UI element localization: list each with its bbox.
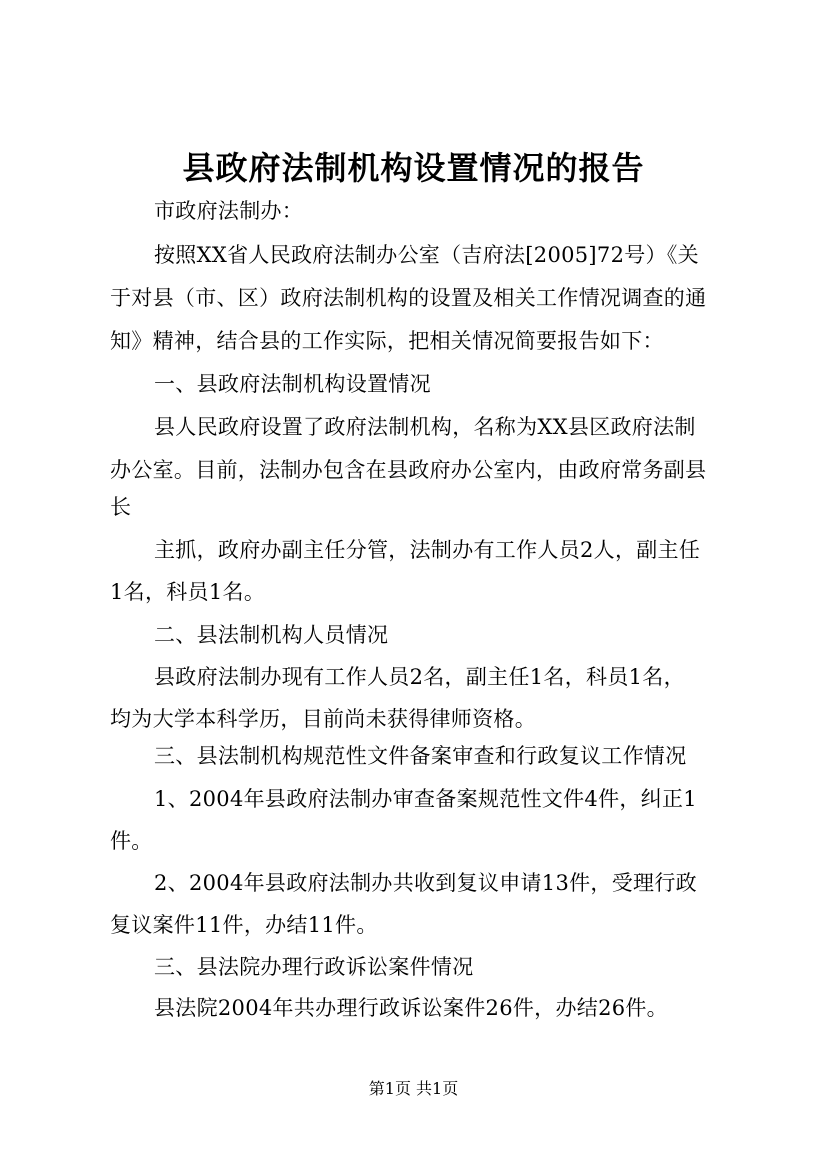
body-line: 按照XX省人民政府法制办公室（吉府法[2005]72号）《关 — [154, 243, 699, 267]
salutation: 市政府法制办： — [154, 199, 304, 223]
body-line: 于对县（市、区）政府法制机构的设置及相关工作情况调查的通 — [110, 286, 707, 310]
body-line: 件。 — [110, 829, 153, 853]
body-line: 县人民政府设置了政府法制机构，名称为XX县区政府法制 — [154, 415, 696, 439]
body-line: 1、2004年县政府法制办审查备案规范性文件4件，纠正1 — [154, 787, 697, 811]
body-line: 主抓，政府办副主任分管，法制办有工作人员2人，副主任 — [154, 538, 701, 562]
body-line: 县法院2004年共办理行政诉讼案件26件，办结26件。 — [154, 996, 668, 1020]
body-line: 2、2004年县政府法制办共收到复议申请13件，受理行政 — [154, 871, 697, 895]
body-line: 县政府法制办现有工作人员2名，副主任1名，科员1名， — [154, 665, 685, 689]
body-line: 办公室。目前，法制办包含在县政府办公室内，由政府常务副县 — [110, 458, 707, 482]
section-heading: 一、县政府法制机构设置情况 — [154, 372, 431, 396]
body-line: 复议案件11件，办结11件。 — [110, 913, 378, 937]
section-heading: 二、县法制机构人员情况 — [154, 623, 389, 647]
body-line: 知》精神，结合县的工作实际，把相关情况简要报告如下： — [110, 329, 664, 353]
body-line: 1名，科员1名。 — [110, 580, 266, 604]
section-heading: 三、县法制机构规范性文件备案审查和行政复议工作情况 — [154, 744, 687, 768]
section-heading: 三、县法院办理行政诉讼案件情况 — [154, 955, 474, 979]
page-footer: 第1页 共1页 — [368, 1079, 459, 1098]
body-line: 长 — [110, 495, 132, 519]
document-title: 县政府法制机构设置情况的报告 — [182, 149, 645, 187]
body-line: 均为大学本科学历，目前尚未获得律师资格。 — [110, 707, 536, 731]
